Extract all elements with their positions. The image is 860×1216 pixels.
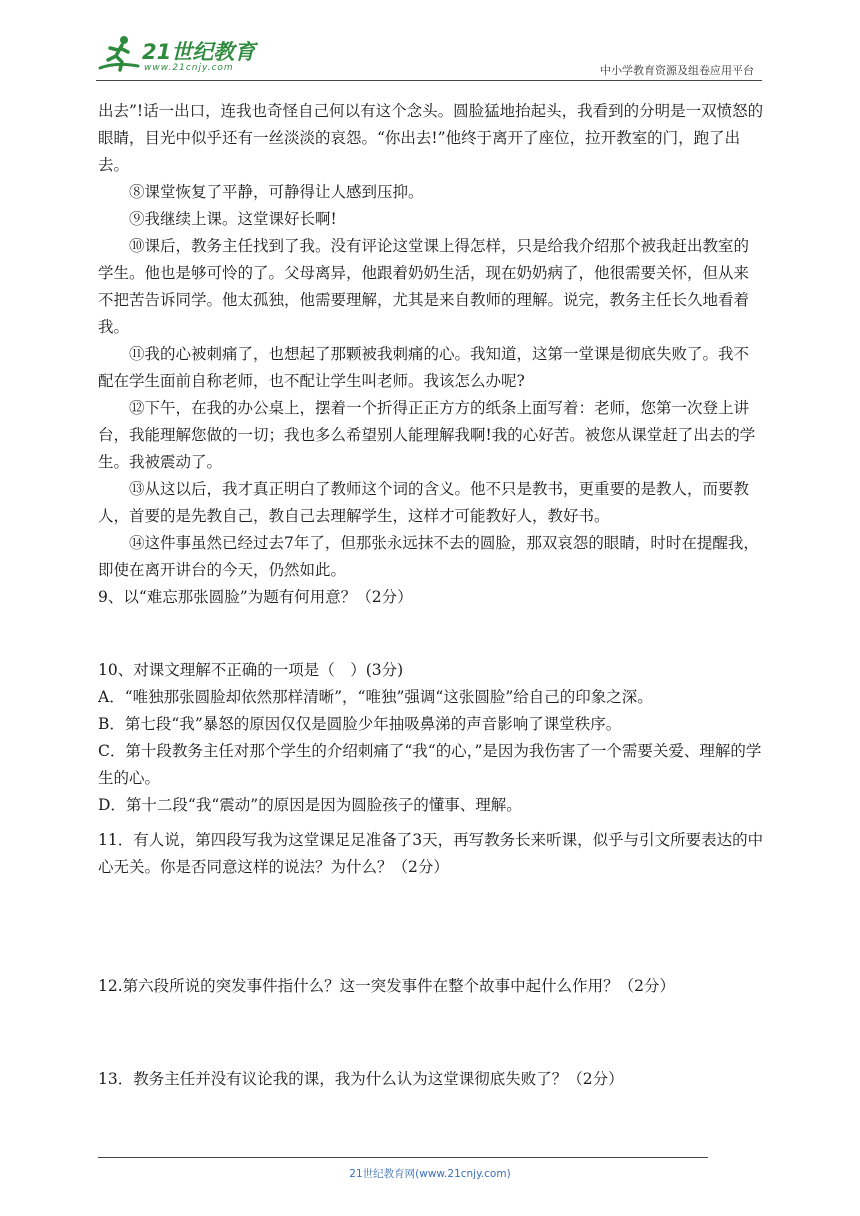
- header-divider: [96, 80, 762, 81]
- passage-paragraph: 出去”!话一出口，连我也奇怪自己何以有这个念头。圆脸猛地抬起头，我看到的分明是一双愤怒的眼睛，目光中似乎还有一丝淡淡的哀怨。“你出去!”他终于离开了座位，拉开教室的门，跑了出去。: [98, 102, 764, 174]
- answer-space[interactable]: [98, 1000, 764, 1066]
- logo: [96, 30, 296, 80]
- passage-paragraph: ⑧课堂恢复了平静，可静得让人感到压抑。: [129, 183, 424, 201]
- option-d: D．第十二段“我“震动”的原因是因为圆脸孩子的懂事、理解。: [98, 796, 522, 814]
- question-13: 13．教务主任并没有议论我的课，我为什么认为这堂课彻底失败了？（2分）: [98, 1070, 624, 1088]
- question-9: 9、以“难忘那张圆脸”为题有何用意？（2分）: [98, 588, 413, 606]
- passage-paragraph: ⑪我的心被刺痛了，也想起了那颗被我刺痛的心。我知道，这第一堂课是彻底失败了。我不配在学生面前自称老师，也不配让学生叫老师。我该怎么办呢?: [98, 345, 750, 390]
- passage-paragraph: ⑭这件事虽然已经过去7年了，但那张永远抹不去的圆脸，那双哀怨的眼睛，时时在提醒我，即使在离开讲台的今天，仍然如此。: [98, 534, 759, 579]
- passage-paragraph: ⑬从这以后，我才真正明白了教师这个词的含义。他不只是教书，更重要的是教人，而要教人，首要的是先教自己，教自己去理解学生，这样才可能教好人，教好书。: [98, 480, 750, 525]
- answer-space[interactable]: [98, 881, 764, 973]
- passage-paragraph: ⑫下午，在我的办公桌上，摆着一个折得正正方方的纸条上面写着：老师，您第一次登上讲台，我能理解您做的一切；我也多么希望别人能理解我啊!我的心好苦。被您从课堂赶了出去的学生。我被震动了。: [98, 399, 756, 471]
- option-a: A．“唯独那张圆脸却依然那样清晰”，“唯独”强调“这张圆脸”给自己的印象之深。: [98, 688, 653, 706]
- footer-text[interactable]: 21世纪教育网(www.21cnjy.com): [349, 1168, 511, 1180]
- question-12: 12.第六段所说的突发事件指什么？这一突发事件在整个故事中起什么作用？（2分）: [98, 977, 676, 995]
- page-header: [96, 30, 762, 84]
- header-platform: 中小学教育资源及组卷应用平台: [600, 64, 754, 77]
- passage-paragraph: ⑨我继续上课。这堂课好长啊!: [129, 210, 337, 228]
- option-b: B．第七段“我”暴怒的原因仅仅是圆脸少年抽吸鼻涕的声音影响了课堂秩序。: [98, 715, 622, 733]
- document-body: [98, 98, 764, 1093]
- answer-space[interactable]: [98, 611, 764, 657]
- option-c: C．第十段教务主任对那个学生的介绍刺痛了“我“的心，”是因为我伤害了一个需要关爱、理解的学生的心。: [98, 742, 762, 787]
- passage-paragraph: ⑩课后，教务主任找到了我。没有评论这堂课上得怎样，只是给我介绍那个被我赶出教室的学生。他也是够可怜的了。父母离异，他跟着奶奶生活，现在奶奶病了，他很需要关怀，但从来不把苦告诉同学。他太孤独，他需要理解，尤其是来自教师的理解。说完，教务主任长久地看着我。: [98, 237, 750, 336]
- logo-brand: 21世纪教育: [142, 40, 256, 64]
- question-10: 10、对课文理解不正确的一项是（ ）(3分): [98, 661, 404, 679]
- runner-logo-icon: [96, 32, 142, 78]
- logo-site: www.21cnjy.com: [144, 63, 234, 73]
- question-11: 11．有人说，第四段写我为这堂课足足准备了3天，再写教务长来听课，似乎与引文所要表达的中心无关。你是否同意这样的说法？为什么？（2分）: [98, 831, 764, 876]
- footer-divider: [98, 1157, 708, 1158]
